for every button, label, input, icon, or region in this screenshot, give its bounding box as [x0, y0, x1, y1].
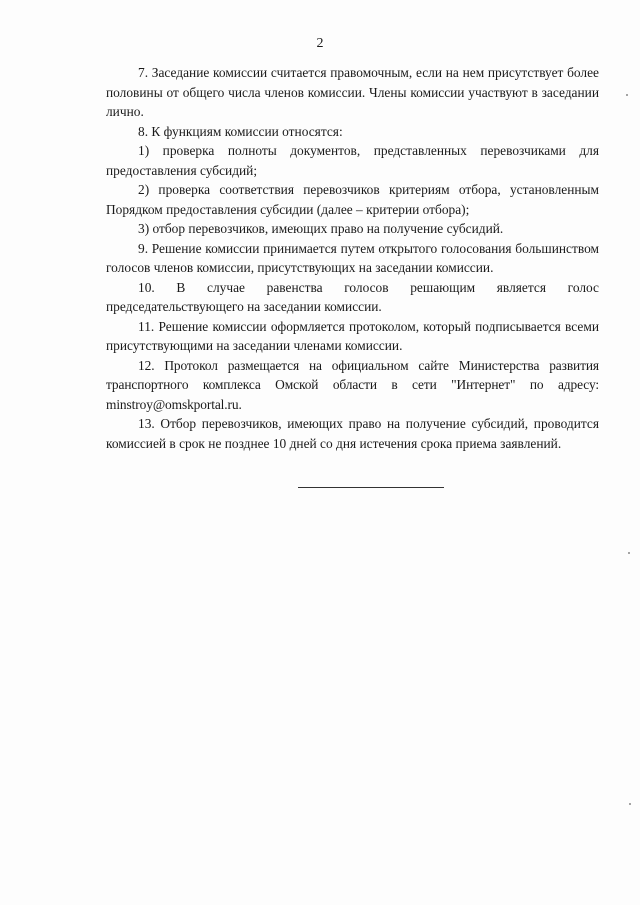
end-separator-line — [298, 487, 444, 488]
scan-speck — [628, 552, 630, 554]
scan-speck — [629, 803, 631, 805]
paragraph-8-item-1: 1) проверка полноты документов, представленных перевозчиками для предоставления субсидий; — [106, 143, 599, 178]
paragraph-10: 10. В случае равенства голосов решающим является голос председательствующего на заседании комиссии. — [106, 279, 599, 314]
document-body — [106, 63, 599, 453]
paragraph-13: 13. Отбор перевозчиков, имеющих право на получение субсидий, проводится комиссией в срок не позднее 10 дней со дня истечения срока приема заявлений. — [106, 416, 599, 451]
paragraph-8: 8. К функциям комиссии относятся: — [138, 123, 343, 139]
paragraph-8-item-3: 3) отбор перевозчиков, имеющих право на получение субсидий. — [138, 221, 504, 236]
paragraph-11: 11. Решение комиссии оформляется протоколом, который подписывается всеми присутствующими на заседании членами комиссии. — [106, 318, 599, 353]
paragraph-9: 9. Решение комиссии принимается путем открытого голосования большинством голосов членов комиссии, присутствующих на заседании комиссии. — [106, 240, 599, 275]
paragraph-7: 7. Заседание комиссии считается правомочным, если на нем присутствует более половины от общего числа членов комиссии. Члены комиссии участвуют в заседании лично. — [106, 65, 599, 119]
paragraph-8-item-2: 2) проверка соответствия перевозчиков критериям отбора, установленным Порядком предоставления субсидии (далее – критерии отбора); — [106, 182, 599, 217]
page-number: 2 — [316, 36, 324, 51]
paragraph-12: 12. Протокол размещается на официальном сайте Министерства развития транспортного комплекса Омской области в сети "Интернет" по адресу: minstroy@omskportal.ru. — [106, 357, 599, 412]
scan-speck — [626, 94, 628, 96]
